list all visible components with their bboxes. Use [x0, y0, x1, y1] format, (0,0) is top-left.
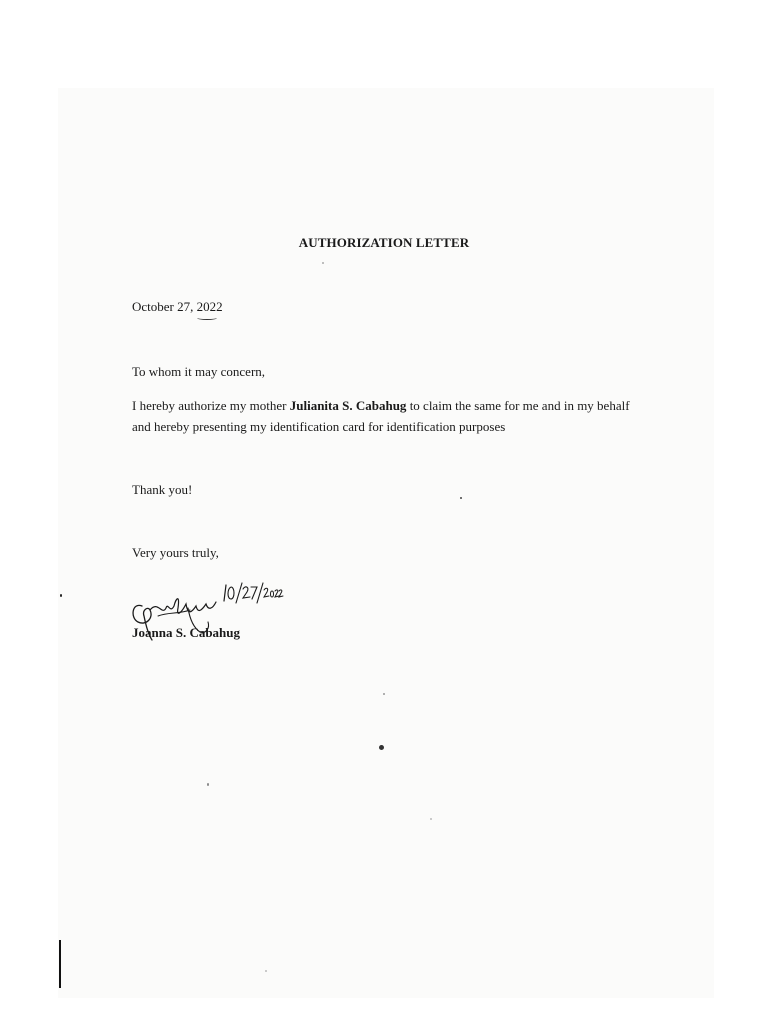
handwritten-signature: [128, 588, 228, 643]
scan-speck: [60, 594, 62, 597]
authorized-person-name: Julianita S. Cabahug: [289, 398, 407, 413]
body-line-2: and hereby presenting my identification card for identification purposes: [132, 419, 506, 434]
scan-edge-mark: [59, 940, 61, 988]
scan-speck: [379, 745, 384, 750]
paper-sheet: [58, 88, 714, 998]
body-text-after-name: to claim the same for me and in my behalf: [406, 398, 630, 413]
closing-line: Very yours truly,: [132, 545, 219, 560]
letter-date: October 27, 2022: [132, 299, 223, 314]
scan-speck: [430, 818, 432, 820]
scan-speck: [322, 262, 324, 264]
scan-speck: [383, 693, 385, 695]
body-line-1: [132, 398, 630, 414]
letter-title: AUTHORIZATION LETTER: [298, 235, 470, 250]
signer-name: Joanna S. Cabahug: [132, 625, 241, 640]
date-underline-mark: [197, 316, 217, 320]
scan-speck: [460, 497, 462, 499]
thanks-line: Thank you!: [132, 482, 193, 497]
body-text-before-name: I hereby authorize my mother: [132, 398, 290, 413]
scan-speck: [207, 783, 209, 786]
salutation: To whom it may concern,: [132, 364, 266, 379]
scan-speck: [265, 970, 267, 972]
handwritten-date: [222, 581, 284, 605]
